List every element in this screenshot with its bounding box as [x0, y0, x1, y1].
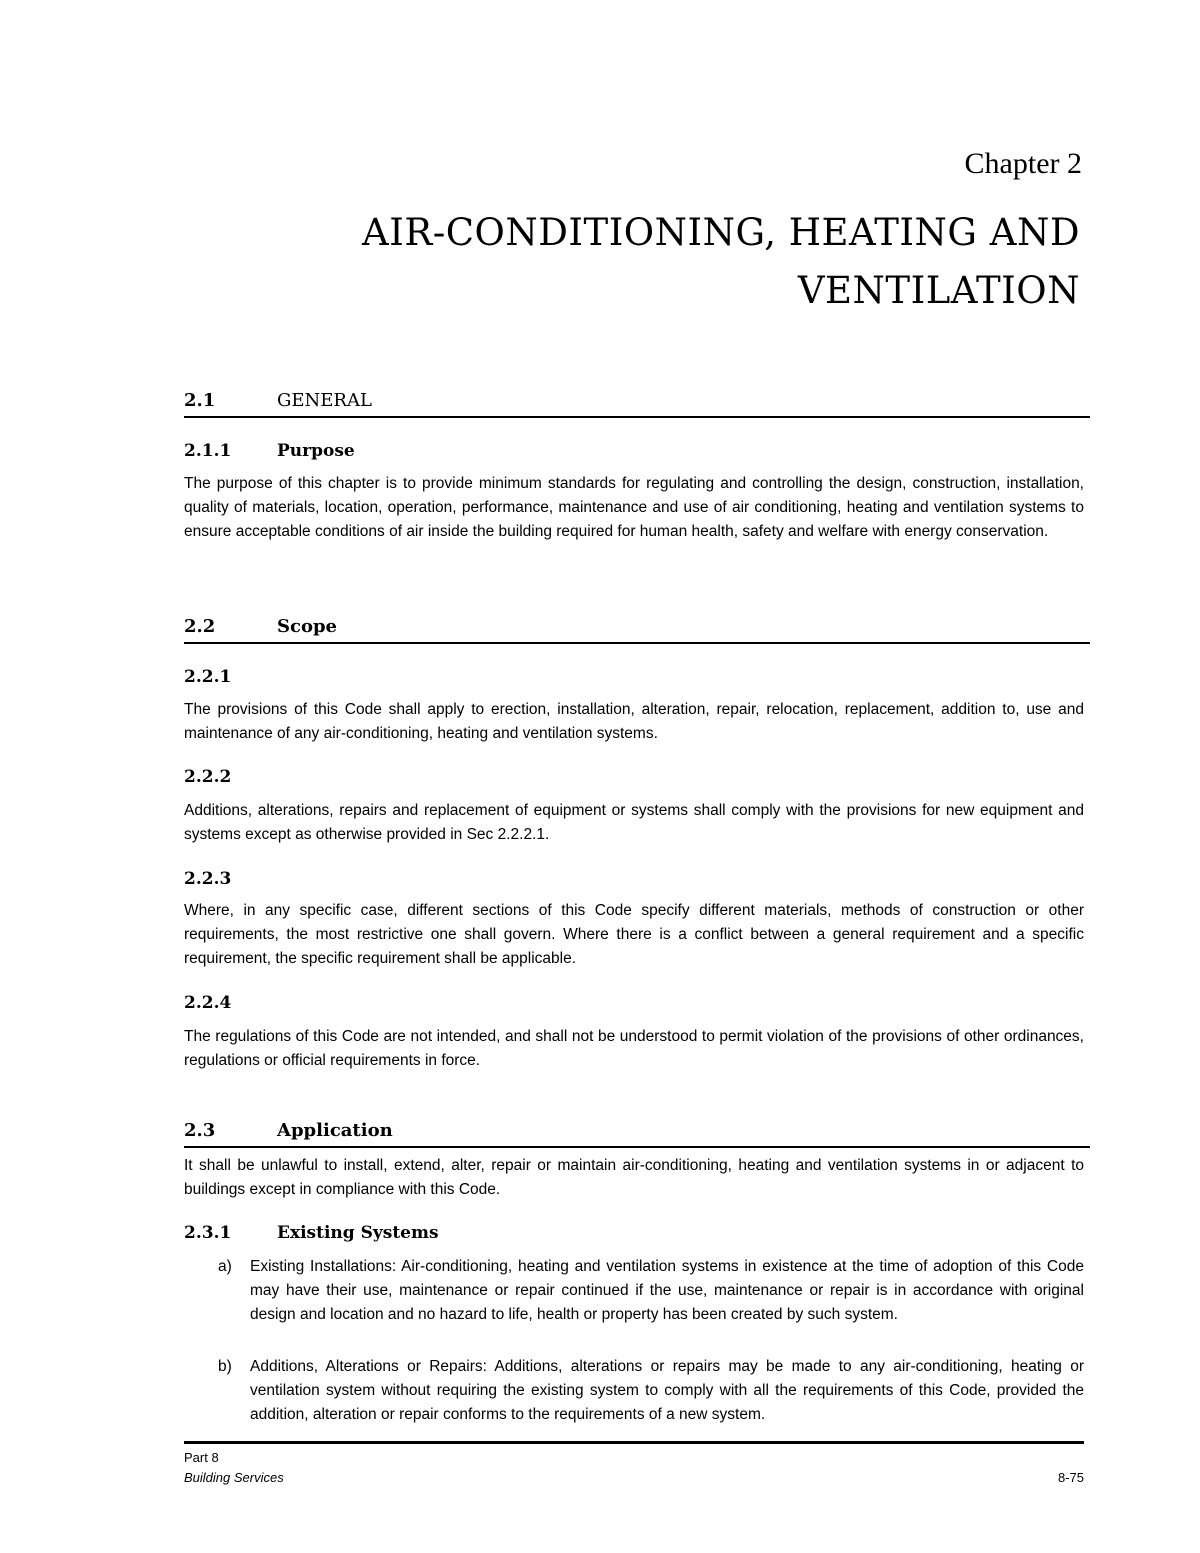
section-title: GENERAL	[277, 390, 372, 411]
subsection-title: Existing Systems	[277, 1223, 439, 1243]
subsection-number: 2.2.2	[184, 767, 232, 787]
chapter-label: Chapter 2	[964, 147, 1082, 180]
paragraph-2-2-4: The regulations of this Code are not intended, and shall not be understood to permit violation of the provisions of other ordinances, regulations or official requirements in force.	[184, 1028, 1084, 1069]
subsection-number: 2.2.3	[184, 869, 232, 889]
subsection-number: 2.3.1	[184, 1223, 232, 1243]
section-number: 2.1	[184, 390, 216, 411]
footer-page-number: 8-75	[1057, 1470, 1084, 1485]
footer-section-name: Building Services	[184, 1470, 284, 1485]
subsection-number: 2.2.1	[184, 667, 232, 687]
list-item-text: Additions, Alterations or Repairs: Additions, alterations or repairs may be made to any air-conditioning, heating or ventilation system without requiring the existing system to comply with all the requirements of this Code, provided the addition, alteration or repair conforms to the requirements of a new system.	[250, 1358, 1084, 1423]
paragraph-2-2-1: The provisions of this Code shall apply to erection, installation, alteration, repair, relocation, replacement, addition to, use and maintenance of any air-conditioning, heating and ventilation systems.	[184, 701, 1084, 742]
chapter-title-line1: AIR-CONDITIONING, HEATING AND	[362, 211, 1080, 254]
paragraph-2-2-3: Where, in any specific case, different sections of this Code specify different materials, methods of construction or other requirements, the most restrictive one shall govern. Where there is a conflict between a general requirement and a specific requirement, the specific requirement shall be applicable.	[184, 902, 1084, 967]
section-heading-2-3	[184, 1116, 1090, 1148]
paragraph-2-2-2: Additions, alterations, repairs and replacement of equipment or systems shall comply with the provisions for new equipment and systems except as otherwise provided in Sec 2.2.2.1.	[184, 802, 1084, 843]
paragraph-purpose: The purpose of this chapter is to provide minimum standards for regulating and controlling the design, construction, installation, quality of materials, location, operation, performance, maintenance and use of air conditioning, heating and ventilation systems to ensure acceptable conditions of air inside the building required for human health, safety and welfare with energy conservation.	[184, 475, 1084, 540]
list-marker: b)	[218, 1358, 232, 1375]
list-item-text: Existing Installations: Air-conditioning, heating and ventilation systems in existence at the time of adoption of this Code may have their use, maintenance or repair continued if the use, maintenance or repair is in accordance with original design and location and no hazard to life, health or property has been created by such system.	[250, 1258, 1084, 1323]
section-title: Application	[277, 1120, 393, 1141]
subsection-number: 2.1.1	[184, 441, 232, 461]
list-marker: a)	[218, 1258, 232, 1275]
section-heading-2-1	[184, 386, 1090, 418]
chapter-title	[320, 204, 1080, 320]
paragraph-application: It shall be unlawful to install, extend, alter, repair or maintain air-conditioning, heating and ventilation systems in or adjacent to buildings except in compliance with this Code.	[184, 1157, 1084, 1198]
list-item-existing-installations	[218, 1255, 1084, 1327]
footer-part: Part 8	[184, 1450, 219, 1465]
section-number: 2.2	[184, 616, 216, 637]
footer-rule	[184, 1441, 1084, 1444]
subsection-title: Purpose	[277, 441, 355, 461]
section-title: Scope	[277, 616, 338, 637]
section-heading-2-2	[184, 612, 1090, 644]
subsection-number: 2.2.4	[184, 993, 232, 1013]
list-item-additions-alterations	[218, 1355, 1084, 1427]
chapter-title-line2: VENTILATION	[797, 269, 1080, 312]
section-number: 2.3	[184, 1120, 216, 1141]
